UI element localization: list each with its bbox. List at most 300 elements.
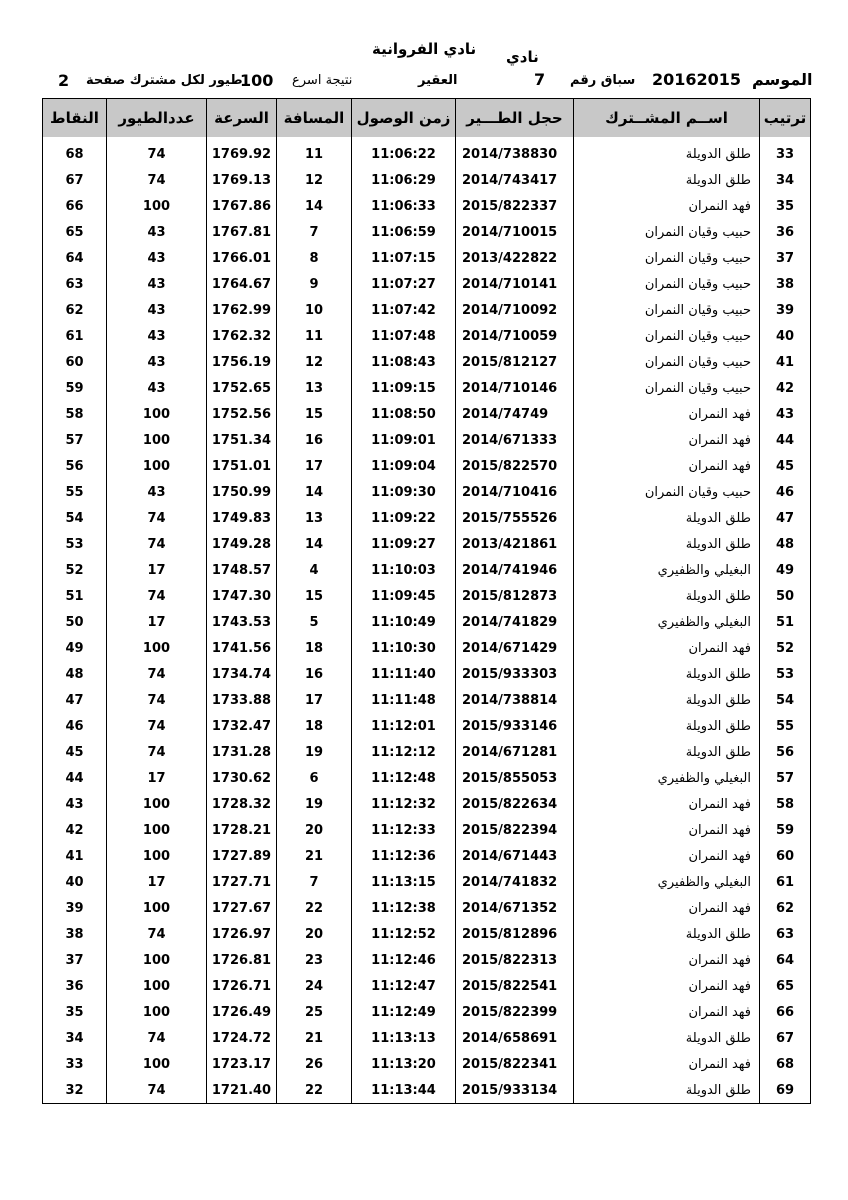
cell-rank: 69 (760, 1077, 811, 1104)
cell-name: حبيب وقيان النمران (574, 323, 760, 349)
cell-arrival: 11:13:15 (352, 869, 456, 895)
cell-points: 61 (43, 323, 107, 349)
cell-speed: 1734.74 (207, 661, 277, 687)
cell-points: 41 (43, 843, 107, 869)
cell-speed: 1762.99 (207, 297, 277, 323)
cell-arrival: 11:10:49 (352, 609, 456, 635)
cell-ring: 2014/741829 (456, 609, 574, 635)
cell-distance: 5 (277, 609, 352, 635)
season-value: 20162015 (652, 70, 742, 89)
cell-points: 43 (43, 791, 107, 817)
cell-rank: 55 (760, 713, 811, 739)
cell-speed: 1733.88 (207, 687, 277, 713)
table-row (43, 661, 811, 687)
cell-bird-count: 43 (107, 349, 207, 375)
col-header-distance: المسافة (277, 99, 352, 138)
cell-arrival: 11:08:50 (352, 401, 456, 427)
cell-distance: 23 (277, 947, 352, 973)
cell-ring: 2015/822570 (456, 453, 574, 479)
cell-name: حبيب وقيان النمران (574, 271, 760, 297)
cell-arrival: 11:06:33 (352, 193, 456, 219)
cell-distance: 16 (277, 661, 352, 687)
table-row (43, 947, 811, 973)
cell-name: البغيلي والظفيري (574, 765, 760, 791)
cell-arrival: 11:13:20 (352, 1051, 456, 1077)
cell-arrival: 11:09:30 (352, 479, 456, 505)
cell-rank: 40 (760, 323, 811, 349)
results-table (42, 98, 811, 1104)
cell-distance: 11 (277, 323, 352, 349)
cell-name: طلق الدويلة (574, 583, 760, 609)
cell-bird-count: 74 (107, 583, 207, 609)
cell-bird-count: 43 (107, 219, 207, 245)
cell-distance: 12 (277, 167, 352, 193)
col-header-ring: حجل الطـــير (456, 99, 574, 138)
table-row (43, 609, 811, 635)
table-row (43, 713, 811, 739)
cell-distance: 22 (277, 895, 352, 921)
table-row (43, 453, 811, 479)
cell-ring: 2014/710059 (456, 323, 574, 349)
cell-arrival: 11:12:01 (352, 713, 456, 739)
cell-name: طلق الدويلة (574, 1077, 760, 1104)
col-header-speed: السرعة (207, 99, 277, 138)
cell-ring: 2013/422822 (456, 245, 574, 271)
cell-rank: 45 (760, 453, 811, 479)
table-row (43, 973, 811, 999)
cell-speed: 1767.81 (207, 219, 277, 245)
cell-rank: 53 (760, 661, 811, 687)
cell-distance: 7 (277, 869, 352, 895)
cell-ring: 2015/855053 (456, 765, 574, 791)
cell-arrival: 11:12:48 (352, 765, 456, 791)
cell-bird-count: 43 (107, 375, 207, 401)
cell-speed: 1728.32 (207, 791, 277, 817)
cell-distance: 10 (277, 297, 352, 323)
cell-rank: 38 (760, 271, 811, 297)
cell-speed: 1751.01 (207, 453, 277, 479)
cell-name: حبيب وقيان النمران (574, 219, 760, 245)
cell-points: 47 (43, 687, 107, 713)
cell-arrival: 11:06:59 (352, 219, 456, 245)
cell-bird-count: 74 (107, 141, 207, 167)
cell-points: 32 (43, 1077, 107, 1104)
cell-bird-count: 100 (107, 453, 207, 479)
birds-per-page-label: طيور لكل مشترك صفحة (86, 73, 243, 88)
cell-name: البغيلي والظفيري (574, 609, 760, 635)
cell-ring: 2014/738830 (456, 141, 574, 167)
cell-distance: 18 (277, 713, 352, 739)
cell-arrival: 11:10:03 (352, 557, 456, 583)
cell-name: طلق الدويلة (574, 921, 760, 947)
cell-name: البغيلي والظفيري (574, 869, 760, 895)
cell-ring: 2015/822541 (456, 973, 574, 999)
cell-arrival: 11:09:22 (352, 505, 456, 531)
cell-distance: 11 (277, 141, 352, 167)
cell-distance: 17 (277, 687, 352, 713)
cell-points: 53 (43, 531, 107, 557)
table-row (43, 791, 811, 817)
cell-distance: 12 (277, 349, 352, 375)
cell-ring: 2014/658691 (456, 1025, 574, 1051)
cell-name: طلق الدويلة (574, 1025, 760, 1051)
cell-distance: 26 (277, 1051, 352, 1077)
cell-rank: 37 (760, 245, 811, 271)
cell-rank: 33 (760, 141, 811, 167)
cell-rank: 46 (760, 479, 811, 505)
cell-name: طلق الدويلة (574, 505, 760, 531)
cell-speed: 1721.40 (207, 1077, 277, 1104)
race-location: العقير (418, 73, 458, 88)
cell-points: 40 (43, 869, 107, 895)
col-header-rank: ترتيب (760, 99, 811, 138)
table-row (43, 869, 811, 895)
cell-points: 33 (43, 1051, 107, 1077)
cell-points: 57 (43, 427, 107, 453)
race-label: سباق رقم (570, 73, 636, 88)
cell-distance: 19 (277, 791, 352, 817)
table-row (43, 739, 811, 765)
cell-ring: 2015/822399 (456, 999, 574, 1025)
cell-name: حبيب وقيان النمران (574, 479, 760, 505)
cell-name: فهد النمران (574, 843, 760, 869)
cell-arrival: 11:12:33 (352, 817, 456, 843)
cell-distance: 13 (277, 375, 352, 401)
cell-distance: 9 (277, 271, 352, 297)
cell-name: فهد النمران (574, 999, 760, 1025)
cell-rank: 51 (760, 609, 811, 635)
cell-distance: 21 (277, 1025, 352, 1051)
table-row (43, 557, 811, 583)
cell-points: 67 (43, 167, 107, 193)
cell-speed: 1726.71 (207, 973, 277, 999)
cell-arrival: 11:12:46 (352, 947, 456, 973)
cell-ring: 2014/710146 (456, 375, 574, 401)
cell-distance: 6 (277, 765, 352, 791)
cell-rank: 66 (760, 999, 811, 1025)
cell-rank: 59 (760, 817, 811, 843)
cell-bird-count: 100 (107, 973, 207, 999)
cell-arrival: 11:13:13 (352, 1025, 456, 1051)
cell-points: 62 (43, 297, 107, 323)
cell-points: 66 (43, 193, 107, 219)
cell-speed: 1750.99 (207, 479, 277, 505)
cell-name: طلق الدويلة (574, 661, 760, 687)
cell-points: 65 (43, 219, 107, 245)
cell-distance: 17 (277, 453, 352, 479)
cell-bird-count: 74 (107, 661, 207, 687)
cell-speed: 1769.92 (207, 141, 277, 167)
cell-bird-count: 43 (107, 323, 207, 349)
cell-rank: 61 (760, 869, 811, 895)
table-row (43, 1025, 811, 1051)
cell-bird-count: 74 (107, 713, 207, 739)
cell-rank: 58 (760, 791, 811, 817)
club-name: نادي الفروانية (372, 40, 477, 58)
cell-points: 68 (43, 141, 107, 167)
table-row (43, 245, 811, 271)
cell-rank: 52 (760, 635, 811, 661)
cell-arrival: 11:12:36 (352, 843, 456, 869)
cell-points: 37 (43, 947, 107, 973)
cell-speed: 1731.28 (207, 739, 277, 765)
cell-rank: 43 (760, 401, 811, 427)
cell-points: 54 (43, 505, 107, 531)
table-row (43, 219, 811, 245)
cell-distance: 15 (277, 401, 352, 427)
table-row (43, 401, 811, 427)
cell-rank: 44 (760, 427, 811, 453)
cell-speed: 1766.01 (207, 245, 277, 271)
table-row (43, 583, 811, 609)
table-row (43, 687, 811, 713)
cell-arrival: 11:09:27 (352, 531, 456, 557)
table-row (43, 479, 811, 505)
cell-points: 45 (43, 739, 107, 765)
cell-distance: 20 (277, 817, 352, 843)
cell-speed: 1748.57 (207, 557, 277, 583)
cell-bird-count: 74 (107, 739, 207, 765)
cell-name: فهد النمران (574, 791, 760, 817)
cell-ring: 2014/738814 (456, 687, 574, 713)
cell-points: 49 (43, 635, 107, 661)
cell-points: 59 (43, 375, 107, 401)
cell-arrival: 11:07:42 (352, 297, 456, 323)
cell-name: فهد النمران (574, 193, 760, 219)
cell-points: 44 (43, 765, 107, 791)
cell-ring: 2014/671281 (456, 739, 574, 765)
cell-speed: 1752.65 (207, 375, 277, 401)
cell-ring: 2014/743417 (456, 167, 574, 193)
cell-rank: 56 (760, 739, 811, 765)
cell-bird-count: 43 (107, 479, 207, 505)
cell-name: طلق الدويلة (574, 687, 760, 713)
cell-bird-count: 100 (107, 947, 207, 973)
cell-arrival: 11:12:38 (352, 895, 456, 921)
cell-points: 56 (43, 453, 107, 479)
col-header-points: النقاط (43, 99, 107, 138)
cell-rank: 41 (760, 349, 811, 375)
cell-rank: 39 (760, 297, 811, 323)
cell-ring: 2015/822394 (456, 817, 574, 843)
table-row (43, 427, 811, 453)
cell-ring: 2015/755526 (456, 505, 574, 531)
table-row (43, 1051, 811, 1077)
cell-ring: 2015/933146 (456, 713, 574, 739)
cell-ring: 2014/741946 (456, 557, 574, 583)
cell-distance: 4 (277, 557, 352, 583)
page-number: 2 (58, 71, 70, 90)
cell-ring: 2015/812873 (456, 583, 574, 609)
cell-name: حبيب وقيان النمران (574, 375, 760, 401)
cell-name: فهد النمران (574, 895, 760, 921)
cell-arrival: 11:06:22 (352, 141, 456, 167)
cell-rank: 62 (760, 895, 811, 921)
cell-speed: 1752.56 (207, 401, 277, 427)
cell-ring: 2014/671429 (456, 635, 574, 661)
cell-points: 38 (43, 921, 107, 947)
col-header-name: اســم المشــترك (574, 99, 760, 138)
cell-speed: 1751.34 (207, 427, 277, 453)
cell-bird-count: 74 (107, 505, 207, 531)
cell-points: 48 (43, 661, 107, 687)
cell-bird-count: 100 (107, 193, 207, 219)
cell-name: فهد النمران (574, 635, 760, 661)
cell-ring: 2014/710416 (456, 479, 574, 505)
cell-bird-count: 43 (107, 271, 207, 297)
cell-arrival: 11:07:27 (352, 271, 456, 297)
cell-rank: 35 (760, 193, 811, 219)
cell-arrival: 11:12:49 (352, 999, 456, 1025)
cell-speed: 1726.97 (207, 921, 277, 947)
table-row (43, 349, 811, 375)
cell-distance: 22 (277, 1077, 352, 1104)
cell-points: 36 (43, 973, 107, 999)
race-value: 7 (534, 70, 546, 89)
cell-name: طلق الدويلة (574, 739, 760, 765)
cell-name: طلق الدويلة (574, 531, 760, 557)
cell-bird-count: 74 (107, 921, 207, 947)
cell-name: حبيب وقيان النمران (574, 297, 760, 323)
cell-rank: 48 (760, 531, 811, 557)
cell-distance: 8 (277, 245, 352, 271)
cell-bird-count: 100 (107, 427, 207, 453)
cell-rank: 36 (760, 219, 811, 245)
cell-ring: 2014/671443 (456, 843, 574, 869)
table-row (43, 375, 811, 401)
cell-rank: 63 (760, 921, 811, 947)
cell-distance: 14 (277, 193, 352, 219)
cell-rank: 57 (760, 765, 811, 791)
cell-name: فهد النمران (574, 817, 760, 843)
cell-points: 42 (43, 817, 107, 843)
cell-speed: 1741.56 (207, 635, 277, 661)
result-value: 100 (240, 71, 274, 90)
cell-name: طلق الدويلة (574, 167, 760, 193)
cell-bird-count: 100 (107, 999, 207, 1025)
cell-speed: 1767.86 (207, 193, 277, 219)
cell-distance: 13 (277, 505, 352, 531)
cell-bird-count: 100 (107, 635, 207, 661)
cell-arrival: 11:08:43 (352, 349, 456, 375)
cell-name: حبيب وقيان النمران (574, 349, 760, 375)
table-row (43, 271, 811, 297)
cell-rank: 65 (760, 973, 811, 999)
cell-bird-count: 74 (107, 1077, 207, 1104)
cell-points: 64 (43, 245, 107, 271)
cell-ring: 2015/822337 (456, 193, 574, 219)
cell-arrival: 11:12:52 (352, 921, 456, 947)
cell-rank: 50 (760, 583, 811, 609)
cell-rank: 34 (760, 167, 811, 193)
cell-arrival: 11:12:12 (352, 739, 456, 765)
cell-bird-count: 43 (107, 297, 207, 323)
table-row (43, 167, 811, 193)
cell-bird-count: 100 (107, 1051, 207, 1077)
cell-rank: 54 (760, 687, 811, 713)
cell-distance: 20 (277, 921, 352, 947)
cell-speed: 1749.83 (207, 505, 277, 531)
cell-arrival: 11:12:32 (352, 791, 456, 817)
cell-bird-count: 100 (107, 401, 207, 427)
cell-rank: 64 (760, 947, 811, 973)
table-row (43, 895, 811, 921)
cell-speed: 1769.13 (207, 167, 277, 193)
cell-distance: 24 (277, 973, 352, 999)
table-row (43, 843, 811, 869)
cell-bird-count: 74 (107, 687, 207, 713)
cell-distance: 19 (277, 739, 352, 765)
cell-distance: 16 (277, 427, 352, 453)
cell-ring: 2014/710092 (456, 297, 574, 323)
table-row (43, 193, 811, 219)
table-row (43, 323, 811, 349)
cell-speed: 1724.72 (207, 1025, 277, 1051)
cell-rank: 42 (760, 375, 811, 401)
cell-speed: 1723.17 (207, 1051, 277, 1077)
cell-speed: 1732.47 (207, 713, 277, 739)
cell-speed: 1726.49 (207, 999, 277, 1025)
cell-name: فهد النمران (574, 947, 760, 973)
table-row (43, 817, 811, 843)
cell-arrival: 11:09:45 (352, 583, 456, 609)
cell-speed: 1762.32 (207, 323, 277, 349)
cell-name: طلق الدويلة (574, 713, 760, 739)
cell-ring: 2015/812896 (456, 921, 574, 947)
cell-arrival: 11:12:47 (352, 973, 456, 999)
cell-rank: 47 (760, 505, 811, 531)
cell-ring: 2015/822313 (456, 947, 574, 973)
cell-bird-count: 74 (107, 1025, 207, 1051)
cell-name: فهد النمران (574, 1051, 760, 1077)
cell-rank: 60 (760, 843, 811, 869)
cell-ring: 2014/710015 (456, 219, 574, 245)
table-row (43, 505, 811, 531)
cell-speed: 1728.21 (207, 817, 277, 843)
cell-arrival: 11:09:01 (352, 427, 456, 453)
cell-distance: 21 (277, 843, 352, 869)
cell-bird-count: 17 (107, 869, 207, 895)
cell-ring: 2015/822634 (456, 791, 574, 817)
cell-ring: 2015/822341 (456, 1051, 574, 1077)
cell-speed: 1743.53 (207, 609, 277, 635)
table-header-row (43, 99, 811, 138)
cell-points: 35 (43, 999, 107, 1025)
cell-speed: 1764.67 (207, 271, 277, 297)
cell-bird-count: 17 (107, 557, 207, 583)
cell-arrival: 11:07:48 (352, 323, 456, 349)
cell-points: 63 (43, 271, 107, 297)
cell-rank: 67 (760, 1025, 811, 1051)
cell-points: 34 (43, 1025, 107, 1051)
table-row (43, 531, 811, 557)
cell-speed: 1730.62 (207, 765, 277, 791)
season-label: الموسم (752, 70, 813, 89)
cell-bird-count: 43 (107, 245, 207, 271)
cell-name: فهد النمران (574, 427, 760, 453)
cell-points: 39 (43, 895, 107, 921)
cell-arrival: 11:07:15 (352, 245, 456, 271)
cell-distance: 14 (277, 531, 352, 557)
cell-distance: 7 (277, 219, 352, 245)
table-row (43, 1077, 811, 1104)
cell-arrival: 11:13:44 (352, 1077, 456, 1104)
table-row (43, 921, 811, 947)
cell-points: 60 (43, 349, 107, 375)
cell-name: حبيب وقيان النمران (574, 245, 760, 271)
table-row (43, 999, 811, 1025)
cell-bird-count: 17 (107, 609, 207, 635)
